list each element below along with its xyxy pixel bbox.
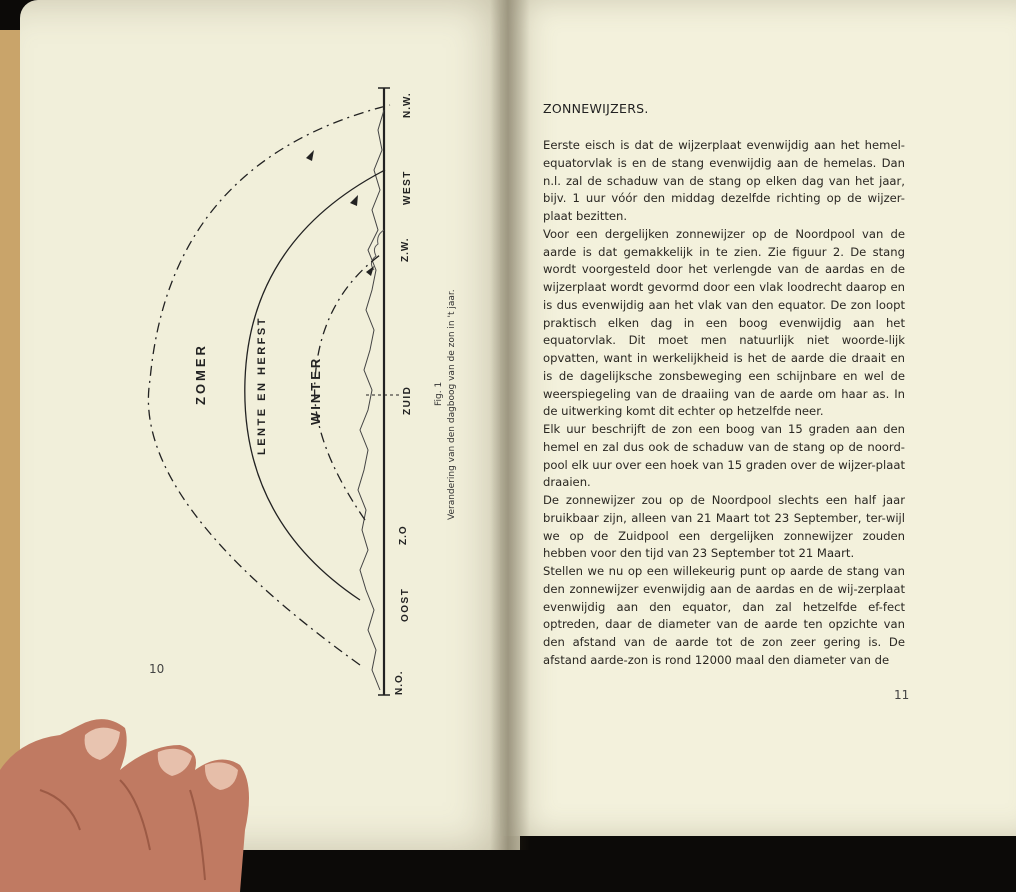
figure-caption-text: Verandering van den dagboog van de zon in 't jaar. — [447, 289, 457, 520]
direction-label-zo: Z.O — [398, 525, 409, 545]
direction-label-oost: OOST — [400, 587, 411, 622]
direction-label-zuid: ZUID — [402, 385, 413, 415]
direction-label-zw: Z.W. — [400, 237, 411, 262]
paragraph: Voor een dergelijken zonnewijzer op de Noordpool van de aarde is dat gemakkelijk in te zien. Zie figuur 2. De stang wordt voorgesteld door het verlengde van de aardas en de wijzerplaat wordt gevormd door een vlak loodrecht daarop en is dus evenwijdig aan het vlak van den equator. De zon loopt praktisch elken dag in een boog evenwijdig aan het equatorvlak. Dit moet men natuurlijk niet woorde-lijk opvatten, want in werkelijkheid is het de aarde die draait en is de dagelijksche zonsbeweging een schijnbare en wel de weerspiegeling van de draaiing van de aarde om haar as. In de uitwerking komt dit echter op hetzelfde neer. — [543, 226, 905, 419]
direction-label-west: WEST — [402, 170, 413, 205]
paragraph: Elk uur beschrijft de zon een boog van 15 graden aan den hemel en zal dus ook de schaduw van de stang op de noord-pool elk uur over een hoek van 15 graden over de wijzer-plaat draaien. — [543, 422, 905, 490]
paragraph: De zonnewijzer zou op de Noordpool slechts een half jaar bruikbaar zijn, alleen van 21 Maart tot 23 September, ter-wijl we op de Zuidpool een dergelijken zonnewijzer zouden hebben voor den tijd van 23 September tot 21 Maart. — [543, 493, 905, 561]
figure-caption-number: Fig. 1 — [434, 381, 444, 406]
paragraph: Eerste eisch is dat de wijzerplaat evenwijdig aan het hemel-equatorvlak is en de stang evenwijdig aan de hemelas. Dan n.l. zal de schaduw van de stang op elken dag van het jaar, bijv. 1 uur vóór den middag dezelfde richting op de wijzer-plaat bezitten. — [543, 138, 905, 223]
winter-arc-label: WINTER — [308, 355, 323, 425]
left-page-number: 10 — [149, 662, 165, 676]
equinox-arc-label: LENTE EN HERFST — [256, 316, 268, 455]
direction-label-no: N.O. — [394, 670, 405, 695]
summer-arc-label: ZOMER — [193, 343, 208, 405]
page-heading: ZONNEWIJZERS. — [543, 101, 649, 116]
direction-label-nw: N.W. — [402, 92, 413, 118]
right-page-number: 11 — [894, 688, 910, 702]
paragraph: Stellen we nu op een willekeurig punt op aarde de stang van den zonnewijzer evenwijdig aan de aardas en de wij-zerplaat evenwijdig aan den equator, dan zal hetzelfde ef-fect optreden, daar de diameter van de aarde ten opzichte van den afstand van de aarde tot de zon zeer gering is. De afstand aarde-zon is rond 12000 maal den diameter van de — [543, 564, 905, 667]
